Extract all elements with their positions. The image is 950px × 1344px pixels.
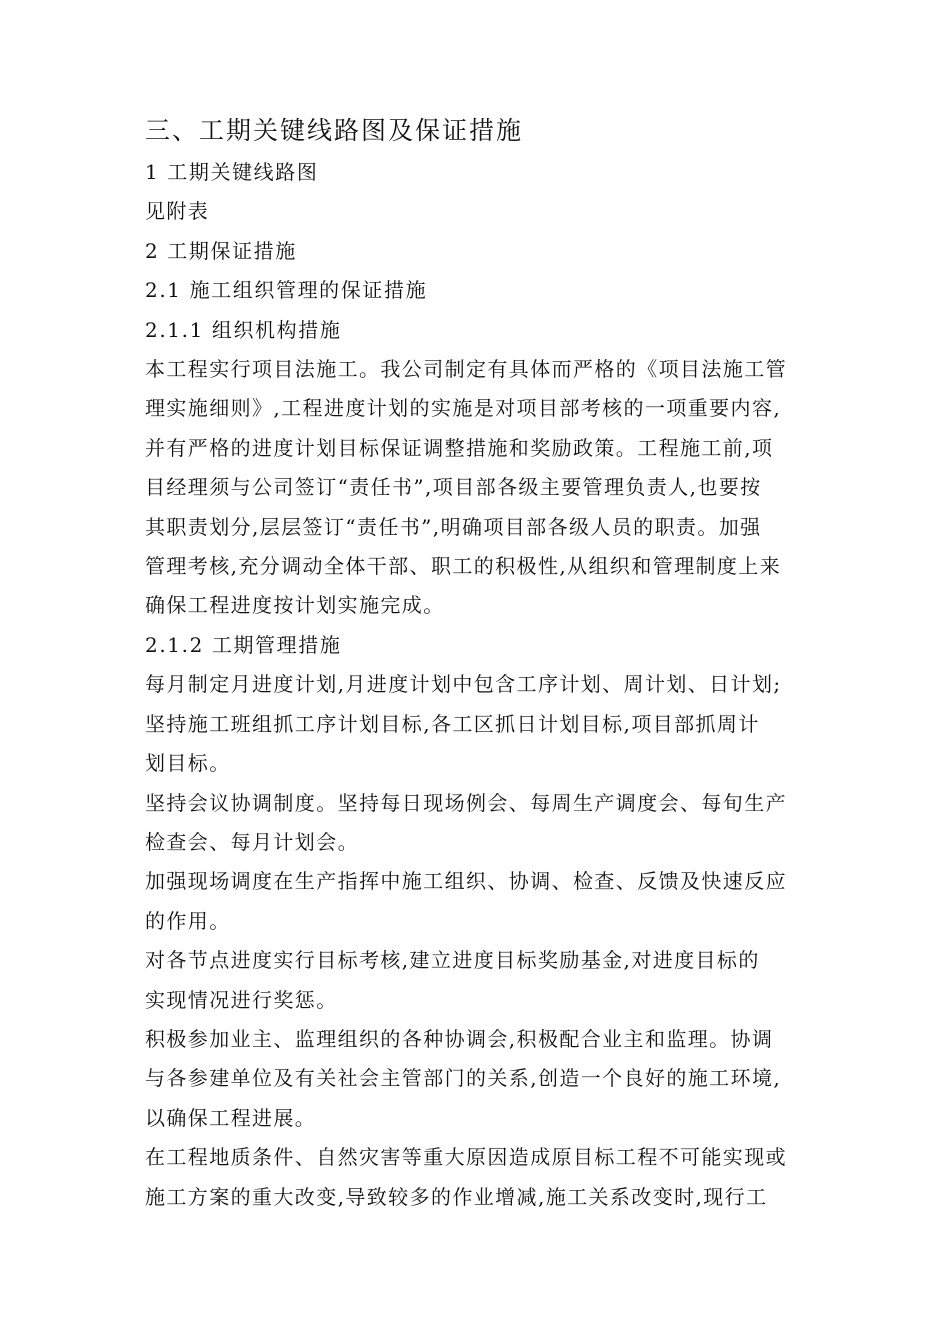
paragraph [145,784,815,863]
paragraph-line: 本工程实行项目法施工。我公司制定有具体而严格的《项目法施工管 [145,357,787,382]
paragraph-line: 并有严格的进度计划目标保证调整措施和奖励政策。工程施工前,项 [145,435,774,460]
document-title: 三、工期关键线路图及保证措施 [145,116,524,145]
paragraph-line: 理实施细则》,工程进度计划的实施是对项目部考核的一项重要内容, [145,396,782,421]
document-blocks [145,153,815,1217]
section-heading [145,232,815,271]
heading-text: 2.1.2 工期管理措施 [145,632,342,657]
paragraph [145,941,815,1020]
heading-text: 1 工期关键线路图 [145,160,319,184]
heading-text: 2 工期保证措施 [145,238,297,263]
paragraph-line: 积极参加业主、监理组织的各种协调会,积极配合业主和监理。协调 [145,1026,774,1051]
paragraph [145,1020,815,1138]
document-body [145,113,815,1217]
paragraph-line: 见附表 [145,199,210,224]
paragraph [145,192,815,231]
section-heading [145,311,815,350]
paragraph [145,862,815,941]
paragraph-line: 实现情况进行奖惩。 [145,987,338,1012]
paragraph-line: 加强现场调度在生产指挥中施工组织、协调、检查、反馈及快速反应 [145,869,787,894]
paragraph [145,705,815,784]
paragraph-line: 坚持会议协调制度。坚持每日现场例会、每周生产调度会、每旬生产 [145,790,787,815]
paragraph-line: 在工程地质条件、自然灾害等重大原因造成原目标工程不可能实现或 [145,1145,787,1170]
paragraph-line: 确保工程进度按计划实施完成。 [145,593,445,618]
heading-text: 2.1 施工组织管理的保证措施 [145,278,428,303]
paragraph [145,1138,815,1217]
paragraph-line: 以确保工程进展。 [145,1105,317,1130]
section-heading [145,271,815,310]
paragraph-line: 管理考核,充分调动全体干部、职工的积极性,从组织和管理制度上来 [145,554,782,579]
paragraph-line: 施工方案的重大改变,导致较多的作业增减,施工关系改变时,现行工 [145,1184,768,1209]
paragraph-line: 的作用。 [145,908,231,933]
section-heading [145,626,815,665]
heading-text: 2.1.1 组织机构措施 [145,317,342,342]
paragraph-line: 划目标。 [145,751,231,776]
section-heading [145,153,815,192]
paragraph [145,350,815,626]
paragraph [145,665,815,704]
paragraph-line: 与各参建单位及有关社会主管部门的关系,创造一个良好的施工环境, [145,1066,782,1091]
paragraph-line: 对各节点进度实行目标考核,建立进度目标奖励基金,对进度目标的 [145,948,760,973]
paragraph-line: 坚持施工班组抓工序计划目标,各工区抓日计划目标,项目部抓周计 [145,711,760,736]
paragraph-line: 其职责划分,层层签订“责任书”,明确项目部各级人员的职责。加强 [145,514,762,539]
paragraph-line: 检查会、每月计划会。 [145,829,359,854]
paragraph-line: 每月制定月进度计划,月进度计划中包含工序计划、周计划、日计划; [145,672,782,697]
paragraph-line: 目经理须与公司签订“责任书”,项目部各级主要管理负责人,也要按 [145,475,762,500]
